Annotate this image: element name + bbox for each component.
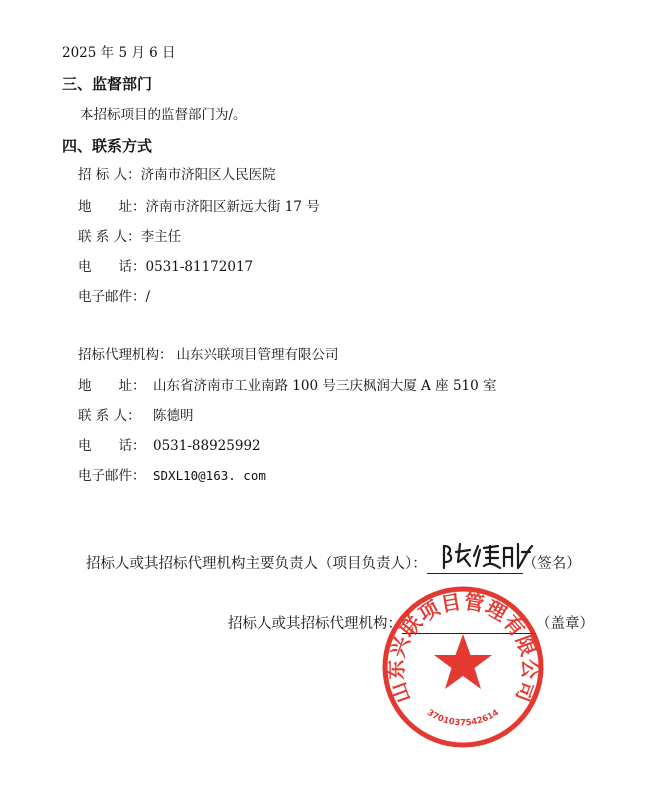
seal-star-icon: [434, 634, 492, 689]
tenderer-address-row: [78, 198, 320, 216]
tenderer-email: /: [145, 289, 151, 305]
tenderer-phone-label: 电 话：: [78, 259, 146, 275]
agency-phone-label: 电 话：: [78, 438, 146, 454]
leader-signature-label: 招标人或其招标代理机构主要负责人（项目负责人）：: [86, 556, 427, 572]
seal-number: 3701037542614: [425, 707, 501, 729]
agency-address-row: [78, 377, 497, 395]
svg-text:3701037542614: [425, 708, 501, 729]
agency-email: SDXL10@163. com: [153, 468, 266, 483]
seal-org-text: 山东兴联项目管理有限公司: [383, 589, 543, 707]
tenderer-address: 济南市济阳区新远大街 17 号: [145, 199, 320, 215]
agency-contact-label: 联 系 人：: [78, 408, 141, 424]
tenderer-contact-row: [78, 228, 181, 246]
supervision-text: 本招标项目的监督部门为/。: [80, 107, 247, 123]
agency-phone: 0531-88925992: [153, 438, 261, 454]
tenderer-name: 济南市济阳区人民医院: [140, 167, 276, 183]
tenderer-contact-label: 联 系 人：: [78, 229, 141, 245]
org-seal-label: 招标人或其招标代理机构：: [228, 616, 402, 632]
agency-phone-row: [78, 437, 261, 455]
tenderer-address-label: 地 址：: [78, 199, 146, 215]
leader-signature-suffix: （签名）: [522, 556, 581, 572]
tenderer-contact: 李主任: [140, 229, 182, 245]
agency-name-label: 招标代理机构：: [78, 347, 173, 363]
agency-contact: 陈德明: [153, 408, 194, 424]
agency-name: 山东兴联项目管理有限公司: [176, 347, 339, 363]
agency-name-row: [78, 346, 339, 364]
tenderer-phone: 0531-81172017: [145, 259, 254, 275]
section-heading-contact: 四、联系方式: [62, 137, 153, 155]
org-seal-suffix: （盖章）: [536, 616, 594, 632]
date: 2025 年 5 月 6 日: [62, 45, 176, 61]
tenderer-email-row: [78, 288, 150, 306]
agency-email-label: 电子邮件：: [78, 468, 146, 484]
tenderer-name-label: 招 标 人：: [78, 167, 141, 183]
tenderer-name-row: [78, 166, 276, 184]
tenderer-phone-row: [78, 258, 253, 276]
handwritten-signature: [440, 538, 536, 576]
tenderer-email-label: 电子邮件：: [78, 289, 146, 305]
agency-contact-row: [78, 407, 194, 425]
agency-address-label: 地 址：: [78, 378, 146, 394]
company-seal: [380, 584, 546, 750]
agency-email-row: [78, 467, 266, 485]
agency-address: 山东省济南市工业南路 100 号三庆枫润大厦 A 座 510 室: [153, 378, 497, 394]
section-heading-supervision: 三、监督部门: [62, 75, 153, 93]
